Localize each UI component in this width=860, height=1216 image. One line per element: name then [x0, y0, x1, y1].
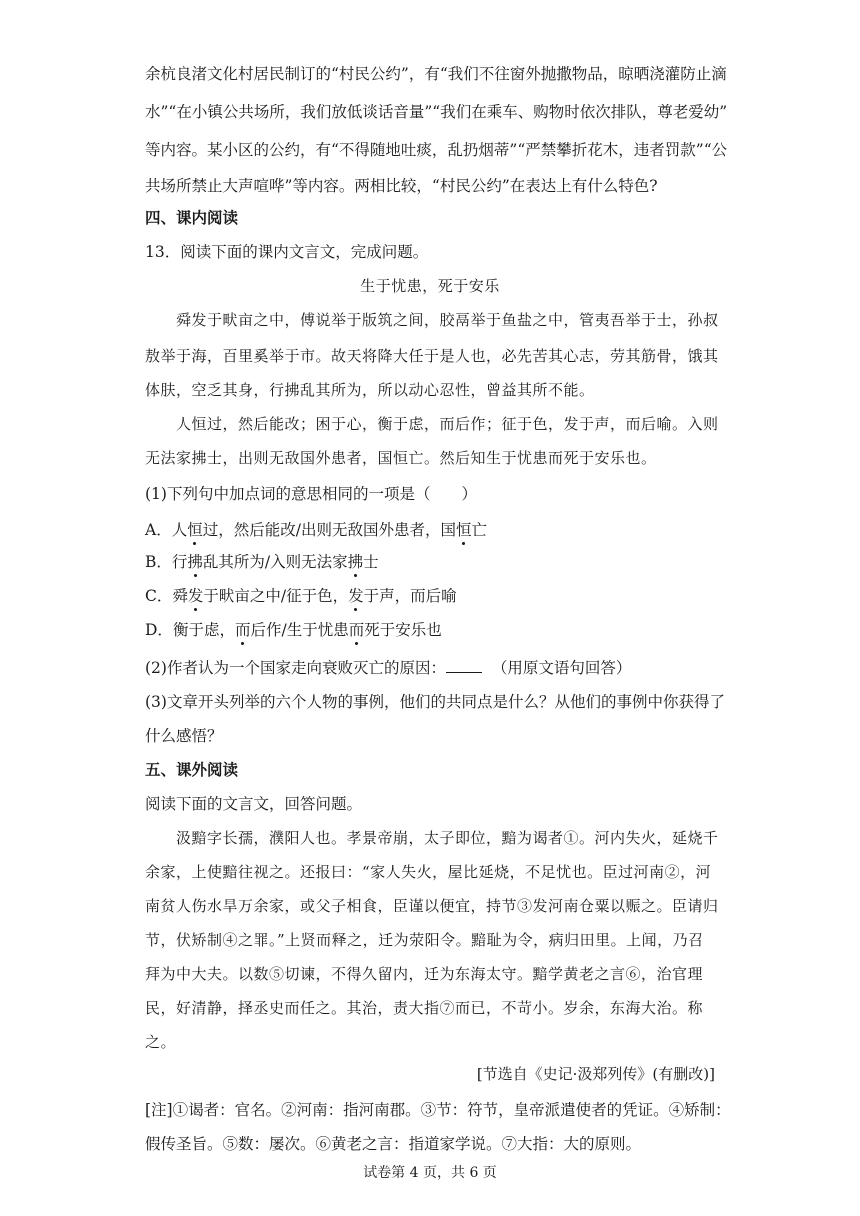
dotted-char: 拂 — [187, 553, 203, 571]
option-text: 士 — [363, 553, 379, 571]
option-text: 亡 — [471, 521, 487, 539]
passage-line: 南贫人伤水旱万余家，或父子相食，臣谨以便宜，持节③发河南仓粟以赈之。臣请归 — [145, 897, 719, 915]
dotted-char: 发 — [187, 587, 204, 605]
passage-line: 体肤，空乏其身，行拂乱其所为，所以动心忍性，曾益其所不能。 — [145, 381, 595, 399]
question-2-hint: （用原文语句回答） — [491, 659, 632, 677]
dotted-char: 恒 — [187, 521, 203, 539]
option-label: A． — [145, 521, 172, 539]
section-heading-4: 四、课内阅读 — [145, 208, 239, 227]
option-label: B． — [145, 553, 172, 571]
dotted-char: 而 — [234, 621, 251, 639]
option-text: 人 — [171, 521, 188, 539]
intro-line: 共场所禁止大声喧哗”等内容。两相比较，“村民公约”在表达上有什么特色? — [145, 177, 658, 195]
option-text: 行 — [171, 553, 188, 571]
dotted-char: 拂 — [347, 553, 364, 571]
option-b — [145, 552, 379, 572]
question-13-intro: 13．阅读下面的课内文言文，完成问题。 — [145, 243, 429, 261]
passage-source: [节选自《史记·汲郑列传》(有删改)] — [476, 1065, 715, 1083]
passage-line: 敖举于海，百里奚举于市。故天将降大任于是人也，必先苦其心志，劳其筋骨，饿其 — [145, 347, 719, 365]
option-text: 舜 — [172, 587, 188, 605]
passage-title: 生于忧患，死于安乐 — [360, 277, 500, 295]
passage-line: 人恒过，然后能改；困于心，衡于虑，而后作；征于色，发于声，而后喻。入则 — [176, 415, 719, 433]
option-d — [145, 620, 442, 640]
dotted-char: 发 — [348, 587, 364, 605]
section-heading-5: 五、课外阅读 — [145, 760, 239, 779]
answer-blank[interactable] — [446, 658, 482, 673]
option-text: 过，然后能改/出则无敌国外患者，国 — [202, 521, 456, 539]
page-footer: 试卷第 4 页，共 6 页 — [363, 1165, 497, 1181]
option-text: 衡于虑， — [172, 621, 235, 639]
option-text: 乱其所为/入则无法家 — [202, 553, 348, 571]
question-3-line: 什么感悟？ — [145, 727, 223, 745]
intro-line: 水”“在小镇公共场所，我们放低谈话音量”“我们在乘车、购物时依次排队，尊老爱幼” — [145, 103, 728, 121]
question-1-stem: (1)下列句中加点词的意思相同的一项是（ ） — [145, 485, 477, 503]
notes-line: [注]①谒者：官名。②河南：指河南郡。③节：符节，皇帝派遣使者的凭证。④矫制： — [145, 1101, 731, 1119]
option-text: 死于安乐也 — [364, 621, 442, 639]
dotted-char: 恒 — [455, 521, 472, 539]
option-text: 于声，而后喻 — [363, 587, 457, 605]
intro-line: 等内容。某小区的公约，有“不得随地吐痰，乱扔烟蒂”“严禁攀折花木，违者罚款”“公 — [145, 141, 728, 159]
passage-line: 之。 — [145, 1033, 177, 1051]
option-text: 于畎亩之中/征于色， — [203, 587, 349, 605]
option-label: D． — [145, 621, 173, 639]
section-5-intro: 阅读下面的文言文，回答问题。 — [145, 795, 363, 813]
passage-line: 汲黯字长孺，濮阳人也。孝景帝崩，太子即位，黯为谒者①。河内失火，延烧千 — [176, 829, 719, 847]
option-text: 后作/生于忧患 — [250, 621, 349, 639]
passage-line: 无法家拂士，出则无敌国外患者，国恒亡。然后知生于忧患而死于安乐也。 — [145, 449, 657, 467]
option-label: C． — [145, 587, 173, 605]
intro-line: 余杭良渚文化村居民制订的“村民公约”，有“我们不往窗外抛撒物品，晾晒浇灌防止滴 — [145, 65, 727, 83]
passage-line: 余家，上使黯往视之。还报曰：“家人失火，屋比延烧，不足忧也。臣过河南②，河 — [145, 863, 712, 881]
question-2-text: (2)作者认为一个国家走向衰败灭亡的原因： — [145, 659, 446, 677]
question-3-line: (3)文章开头列举的六个人物的事例，他们的共同点是什么？从他们的事例中你获得了 — [145, 693, 725, 711]
passage-line: 节，伏矫制④之罪。”上贤而释之，迁为荥阳令。黯耻为令，病归田里。上闻，乃召 — [145, 931, 704, 949]
dotted-char: 而 — [348, 621, 365, 639]
passage-line: 舜发于畎亩之中，傅说举于版筑之间，胶鬲举于鱼盐之中，管夷吾举于士，孙叔 — [176, 311, 719, 329]
passage-line: 拜为中大夫。以数⑤切谏，不得久留内，迁为东海太守。黯学黄老之言⑥，治官理 — [145, 965, 704, 983]
option-a — [145, 520, 487, 540]
passage-line: 民，好清静，择丞史而任之。其治，责大指⑦而已，不苛小。岁余，东海大治。称 — [145, 999, 704, 1017]
option-c — [145, 586, 457, 606]
question-2 — [145, 658, 631, 678]
notes-line: 假传圣旨。⑤数：屡次。⑥黄老之言：指道家学说。⑦大指：大的原则。 — [145, 1135, 642, 1153]
